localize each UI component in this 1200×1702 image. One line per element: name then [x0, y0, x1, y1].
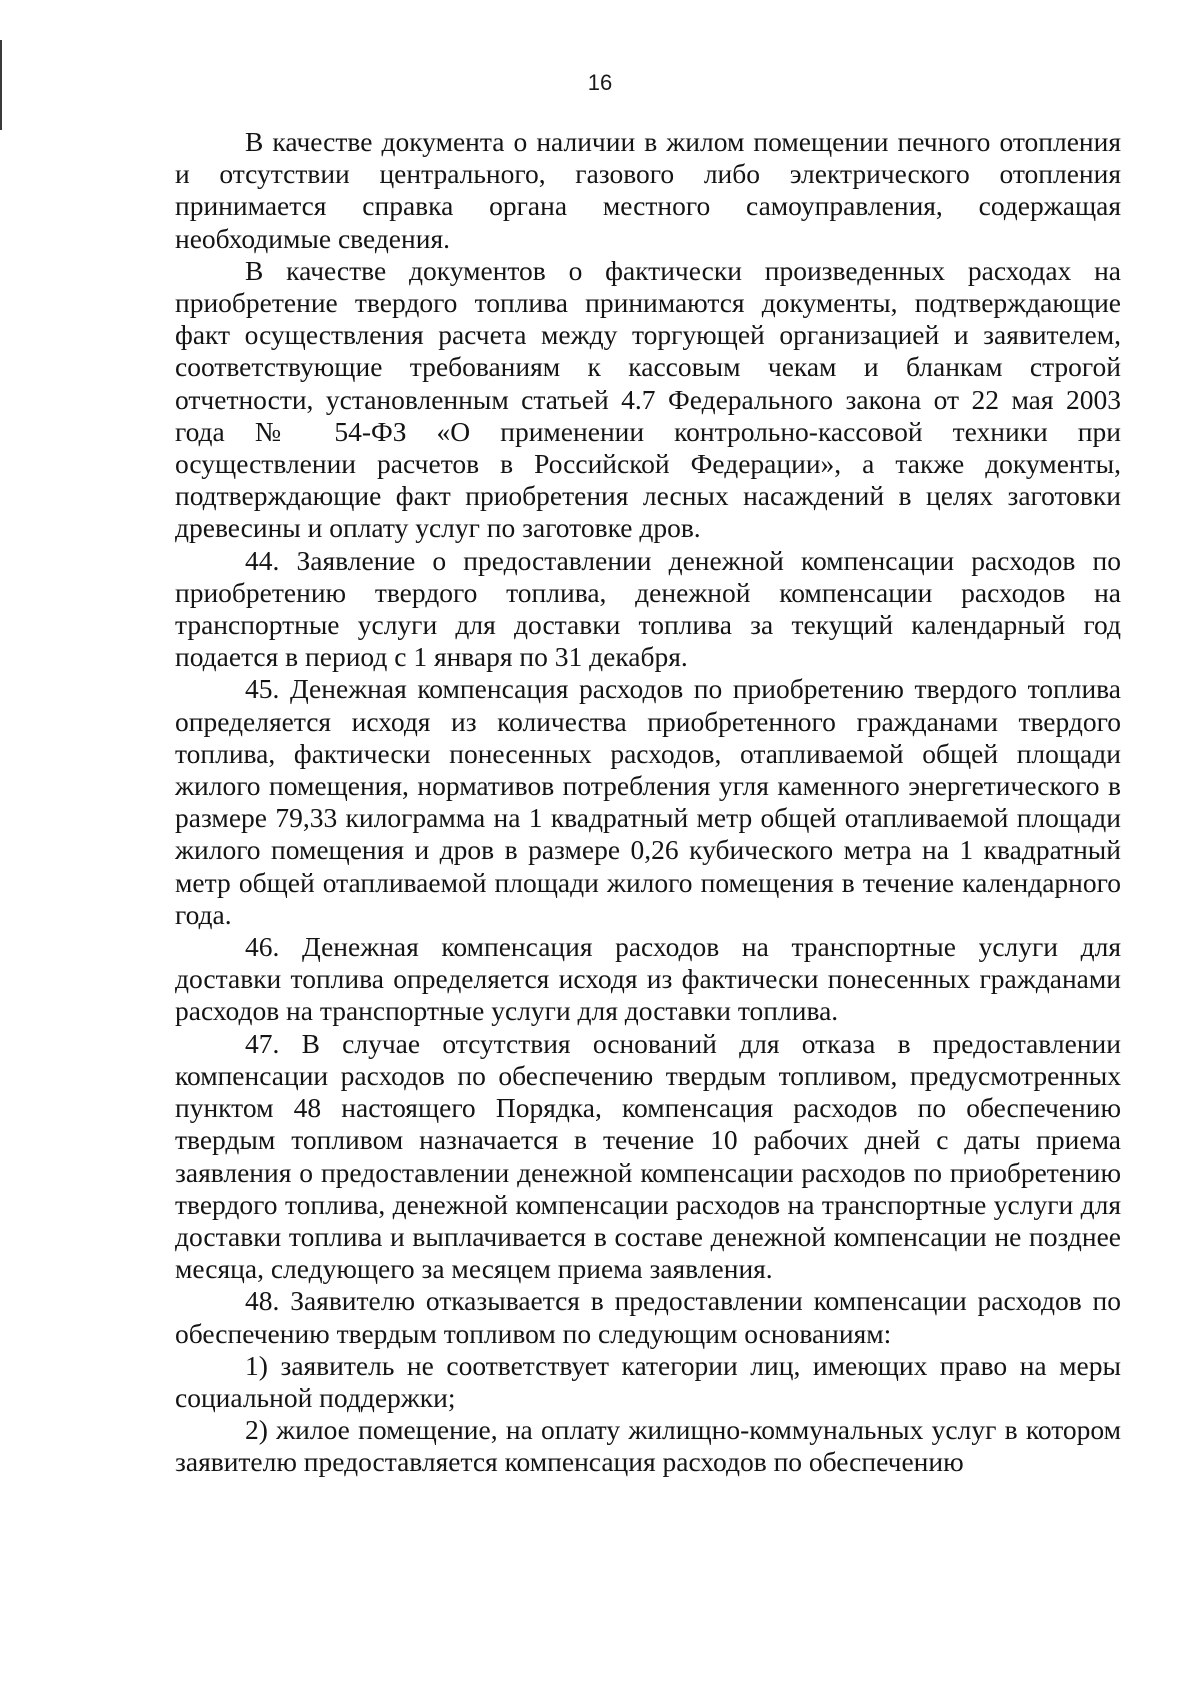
document-body [175, 126, 1121, 1479]
page-number: 16 [587, 70, 613, 95]
paragraph-46-transport-compensation: 46. Денежная компенсация расходов на транспортные услуги для доставки топлива определяется исходя из фактически понесенных гражданами расходов на транспортные услуги для доставки топлива. [175, 931, 1121, 1027]
list-item-refusal-1: 1) заявитель не соответствует категории лиц, имеющих право на меры социальной поддержки; [175, 1349, 1121, 1413]
paragraph-48-refusal-grounds: 48. Заявителю отказывается в предоставлении компенсации расходов по обеспечению твердым топливом по следующим основаниям: [175, 1285, 1121, 1349]
paragraph-45-compensation-calculation: 45. Денежная компенсация расходов по приобретению твердого топлива определяется исходя из количества приобретенного гражданами твердого топлива, фактически понесенных расходов, отапливаемой общей площади жилого помещения, нормативов потребления угля каменного энергетического в размере 79,33 килограмма на 1 квадратный метр общей отапливаемой площади жилого помещения и дров в размере 0,26 кубического метра на 1 квадратный метр общей отапливаемой площади жилого помещения в течение календарного года. [175, 673, 1121, 930]
list-item-refusal-2: 2) жилое помещение, на оплату жилищно-коммунальных услуг в котором заявителю предоставляется компенсация расходов по обеспечению [175, 1414, 1121, 1478]
paragraph-47-assignment-terms: 47. В случае отсутствия оснований для отказа в предоставлении компенсации расходов по обеспечению твердым топливом, предусмотренных пунктом 48 настоящего Порядка, компенсация расходов по обеспечению твердым топливом назначается в течение 10 рабочих дней с даты приема заявления о предоставлении денежной компенсации расходов по приобретению твердого топлива, денежной компенсации расходов на транспортные услуги для доставки топлива и выплачивается в составе денежной компенсации не позднее месяца, следующего за месяцем приема заявления. [175, 1027, 1121, 1285]
paragraph-44-application-period: 44. Заявление о предоставлении денежной компенсации расходов по приобретению твердого топлива, денежной компенсации расходов на транспортные услуги для доставки топлива за текущий календарный год подается в период с 1 января по 31 декабря. [175, 544, 1121, 673]
paragraph-fuel-expense-documents: В качестве документов о фактически произведенных расходах на приобретение твердого топлива принимаются документы, подтверждающие факт осуществления расчета между торгующей организацией и заявителем, соответствующие требованиям к кассовым чекам и бланкам строгой отчетности, установленным статьей 4.7 Федерального закона от 22 мая 2003 года № 54-ФЗ «О применении контрольно-кассовой техники при осуществлении расчетов в Российской Федерации», а также документы, подтверждающие факт приобретения лесных насаждений в целях заготовки древесины и оплату услуг по заготовке дров. [175, 254, 1121, 544]
paragraph-stove-heating-document: В качестве документа о наличии в жилом помещении печного отопления и отсутствии центрального, газового либо электрического отопления принимается справка органа местного самоуправления, содержащая необходимые сведения. [175, 126, 1121, 254]
